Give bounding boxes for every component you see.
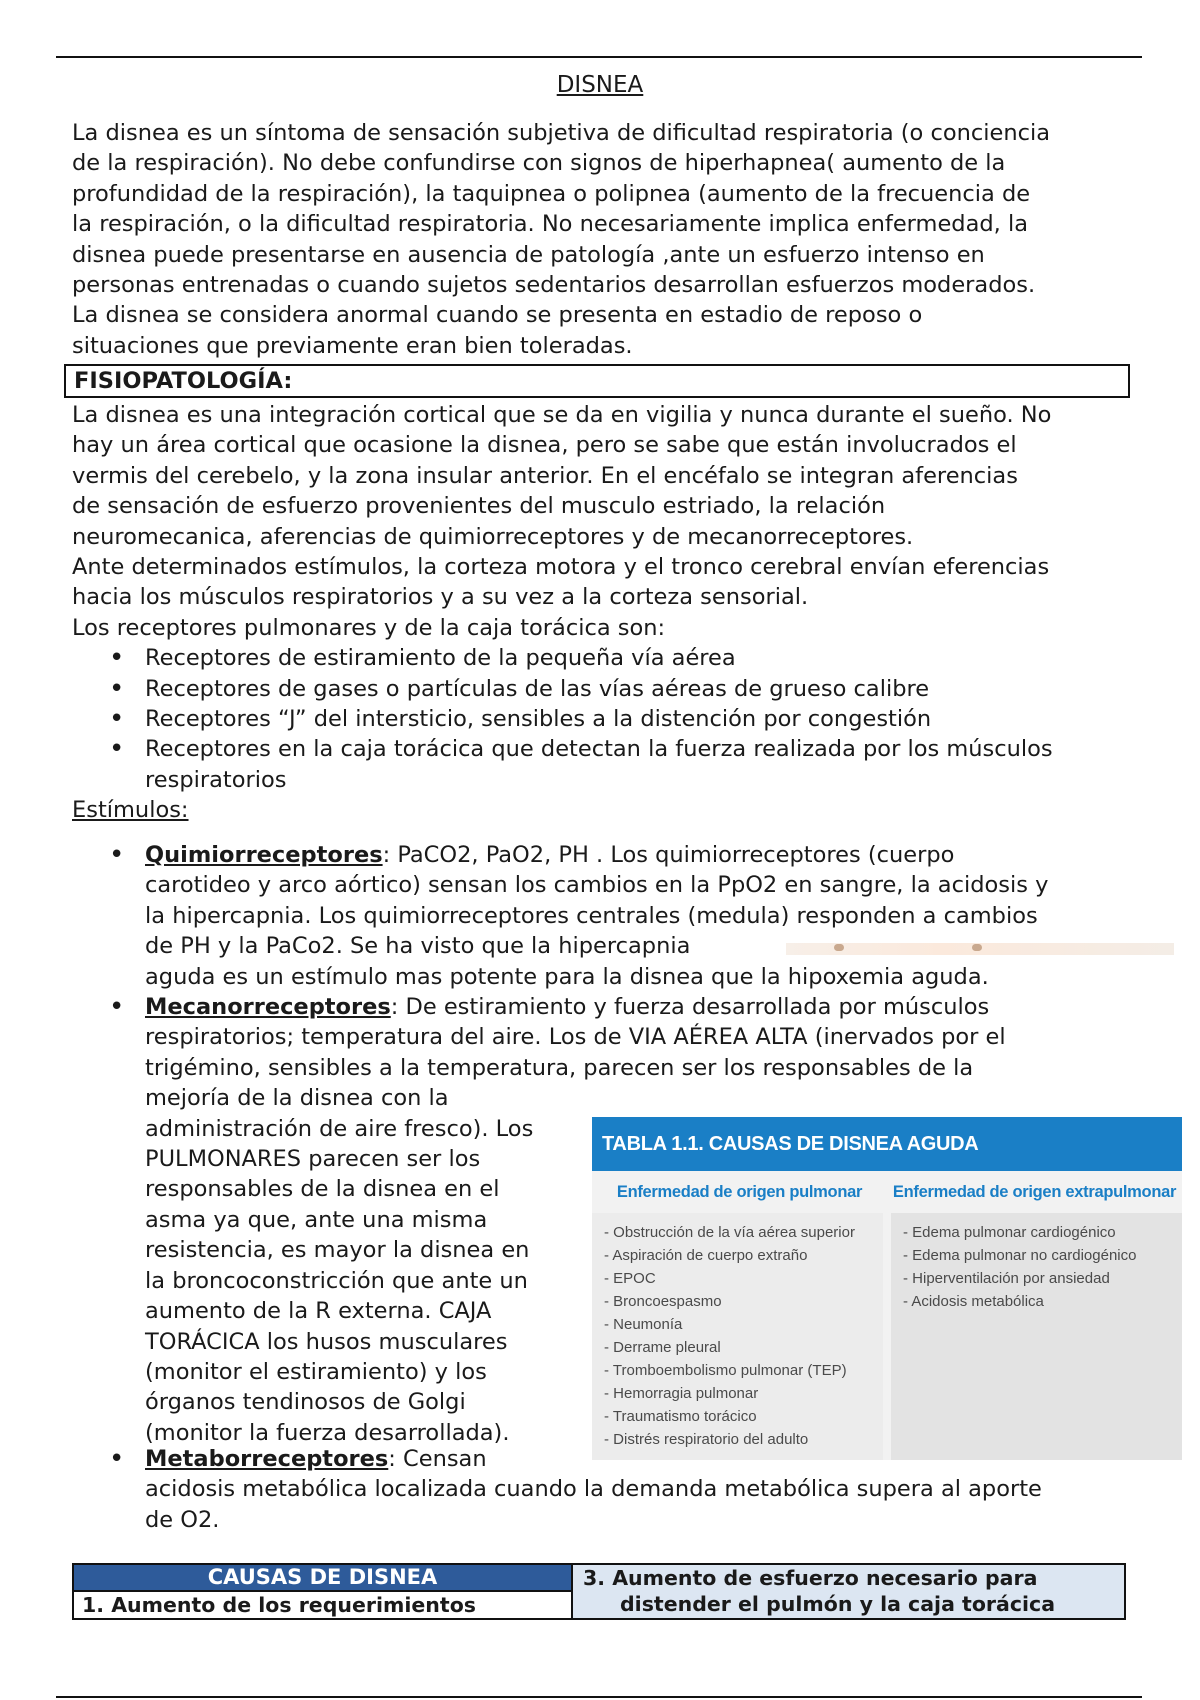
section-heading: FISIOPATOLOGÍA: <box>74 368 293 394</box>
table-body <box>592 1213 1182 1460</box>
text-line: la respiración, o la dificultad respiratoria. No necesariamente implica enfermedad, la <box>72 211 1028 238</box>
text-line: situaciones que previamente eran bien toleradas. <box>72 332 633 359</box>
text-line: de O2. <box>145 1506 220 1533</box>
text-line: de sensación de esfuerzo provenientes del musculo estriado, la relación <box>72 493 886 520</box>
list-item-quimiorreceptores <box>145 840 1132 992</box>
text-line: La disnea es un síntoma de sensación subjetiva de dificultad respiratoria (o conciencia <box>72 120 1051 146</box>
text-line: (monitor la fuerza desarrollada). <box>145 1419 510 1446</box>
column-pulmonar <box>592 1213 883 1460</box>
table-cell: - Edema pulmonar cardiogénico <box>903 1224 1116 1241</box>
text-line: la hipercapnia. Los quimiorreceptores centrales (medula) responden a cambios <box>145 902 1038 929</box>
causas-left-column <box>74 1565 573 1618</box>
bottom-rule <box>56 1696 1142 1698</box>
text-line: aumento de la R externa. CAJA <box>145 1298 492 1325</box>
text-line: asma ya que, ante una misma <box>145 1206 488 1233</box>
text-line: profundidad de la respiración), la taquipnea o polipnea (aumento de la frecuencia de <box>72 180 1031 207</box>
text-line: Ante determinados estímulos, la corteza motora y el tronco cerebral envían eferencias <box>72 554 1050 581</box>
table-cell: - Traumatismo torácico <box>604 1408 757 1425</box>
text-line: órganos tendinosos de Golgi <box>145 1389 466 1416</box>
text-line: hacia los músculos respiratorios y a su vez a la corteza sensorial. <box>72 584 809 611</box>
page-title: DISNEA <box>556 72 644 98</box>
causas-right-column <box>573 1565 1124 1618</box>
column-header-pulmonar: Enfermedad de origen pulmonar <box>616 1183 863 1201</box>
section-heading-box <box>64 364 1130 398</box>
text-line: TORÁCICA los husos musculares <box>145 1328 508 1355</box>
column-extrapulmonar <box>891 1213 1182 1460</box>
text-line: disnea puede presentarse en ausencia de patología ,ante un esfuerzo intenso en <box>72 241 985 268</box>
term-metaborreceptores: Metaborreceptores <box>145 1446 389 1473</box>
text-line: la broncoconstricción que ante un <box>145 1267 528 1294</box>
causas-item-3-line: 3. Aumento de esfuerzo necesario para <box>583 1566 1038 1590</box>
table-cell: - Broncoespasmo <box>604 1293 722 1310</box>
column-header-extrapulmonar: Enfermedad de origen extrapulmonar <box>892 1183 1177 1201</box>
text-span: : De estiramiento y fuerza desarrollada por músculos <box>390 994 990 1021</box>
text-line: aguda es un estímulo mas potente para la disnea que la hipoxemia aguda. <box>145 963 989 990</box>
table-title: TABLA 1.1. CAUSAS DE DISNEA AGUDA <box>592 1117 1182 1171</box>
causas-table <box>72 1563 1126 1620</box>
text-line: vermis del cerebelo, y la zona insular anterior. En el encéfalo se integran aferencias <box>72 462 1018 489</box>
table-cell: - Hemorragia pulmonar <box>604 1385 759 1402</box>
text-line: La disnea es una integración cortical que se da en vigilia y nunca durante el sueño. No <box>72 402 1052 428</box>
text-line: de la respiración). No debe confundirse con signos de hiperhapnea( aumento de la <box>72 150 1006 177</box>
causas-item-1: 1. Aumento de los requerimientos <box>82 1593 476 1617</box>
list-item: • Receptores de gases o partículas de las vías aéreas de grueso calibre <box>145 674 1132 704</box>
list-item: • Receptores de estiramiento de la pequeña vía aérea <box>145 643 1132 673</box>
term-quimiorreceptores: Quimiorreceptores <box>145 842 383 868</box>
narrow-text <box>145 1083 565 1448</box>
text-span: : Censan <box>388 1446 487 1473</box>
list-item: • Receptores en la caja torácica que detectan la fuerza realizada por los músculos respiratorios <box>145 734 1105 795</box>
text-line: personas entrenadas o cuando sujetos sedentarios desarrollan esfuerzos moderados. <box>72 272 1036 299</box>
text-span: : PaCO2, PaO2, PH . Los quimiorreceptores (cuerpo <box>382 842 955 868</box>
text-line: carotideo y arco aórtico) sensan los cambios en la PpO2 en sangre, la acidosis y <box>145 872 1049 899</box>
text-line: acidosis metabólica localizada cuando la demanda metabólica supera al aporte <box>145 1476 1042 1503</box>
table-causas-disnea-aguda <box>592 1117 1182 1460</box>
top-rule <box>56 56 1142 58</box>
table-cell: - Obstrucción de la vía aérea superior <box>604 1224 855 1241</box>
estimulos-label: Estímulos: <box>72 797 189 824</box>
text-line: (monitor el estiramiento) y los <box>145 1358 487 1385</box>
table-cell: - Aspiración de cuerpo extraño <box>604 1247 808 1264</box>
table-cell: - Tromboembolismo pulmonar (TEP) <box>604 1362 847 1379</box>
text-line: responsables de la disnea en el <box>145 1176 500 1203</box>
table-column-headers <box>592 1171 1182 1213</box>
intro-paragraph <box>72 118 1132 361</box>
text-line: administración de aire fresco). Los <box>145 1115 534 1142</box>
table-cell: - EPOC <box>604 1270 656 1287</box>
causas-header: CAUSAS DE DISNEA <box>74 1565 571 1592</box>
text-line: La disnea se considera anormal cuando se presenta en estadio de reposo o <box>72 302 923 329</box>
text-line: Los receptores pulmonares y de la caja torácica son: <box>72 614 666 641</box>
table-cell: - Edema pulmonar no cardiogénico <box>903 1247 1137 1264</box>
fisiopatologia-paragraph <box>72 400 1132 826</box>
text-line: de PH y la PaCo2. Se ha visto que la hipercapnia <box>145 933 691 960</box>
causas-item-3-line: distender el pulmón y la caja torácica <box>620 1592 1056 1616</box>
text-line: neuromecanica, aferencias de quimiorreceptores y de mecanorreceptores. <box>72 523 914 550</box>
text-line: resistencia, es mayor la disnea en <box>145 1237 530 1264</box>
table-cell: - Distrés respiratorio del adulto <box>604 1431 809 1448</box>
text-line: mejoría de la disnea con la <box>145 1085 449 1112</box>
text-line: respiratorios; temperatura del aire. Los de VIA AÉREA ALTA (inervados por el <box>145 1024 1006 1051</box>
text-line: hay un área cortical que ocasione la disnea, pero se sabe que están involucrados el <box>72 432 1017 459</box>
list-item: • Receptores “J” del intersticio, sensibles a la distención por congestión <box>145 704 1132 734</box>
term-mecanorreceptores: Mecanorreceptores <box>145 994 391 1021</box>
table-cell: - Neumonía <box>604 1316 683 1333</box>
table-cell: - Derrame pleural <box>604 1339 721 1356</box>
receptores-list <box>72 643 1132 795</box>
text-line: trigémino, sensibles a la temperatura, parecen ser los responsables de la <box>145 1054 974 1081</box>
table-cell: - Acidosis metabólica <box>903 1293 1044 1310</box>
table-cell: - Hiperventilación por ansiedad <box>903 1270 1110 1287</box>
text-line: PULMONARES parecen ser los <box>145 1146 481 1173</box>
